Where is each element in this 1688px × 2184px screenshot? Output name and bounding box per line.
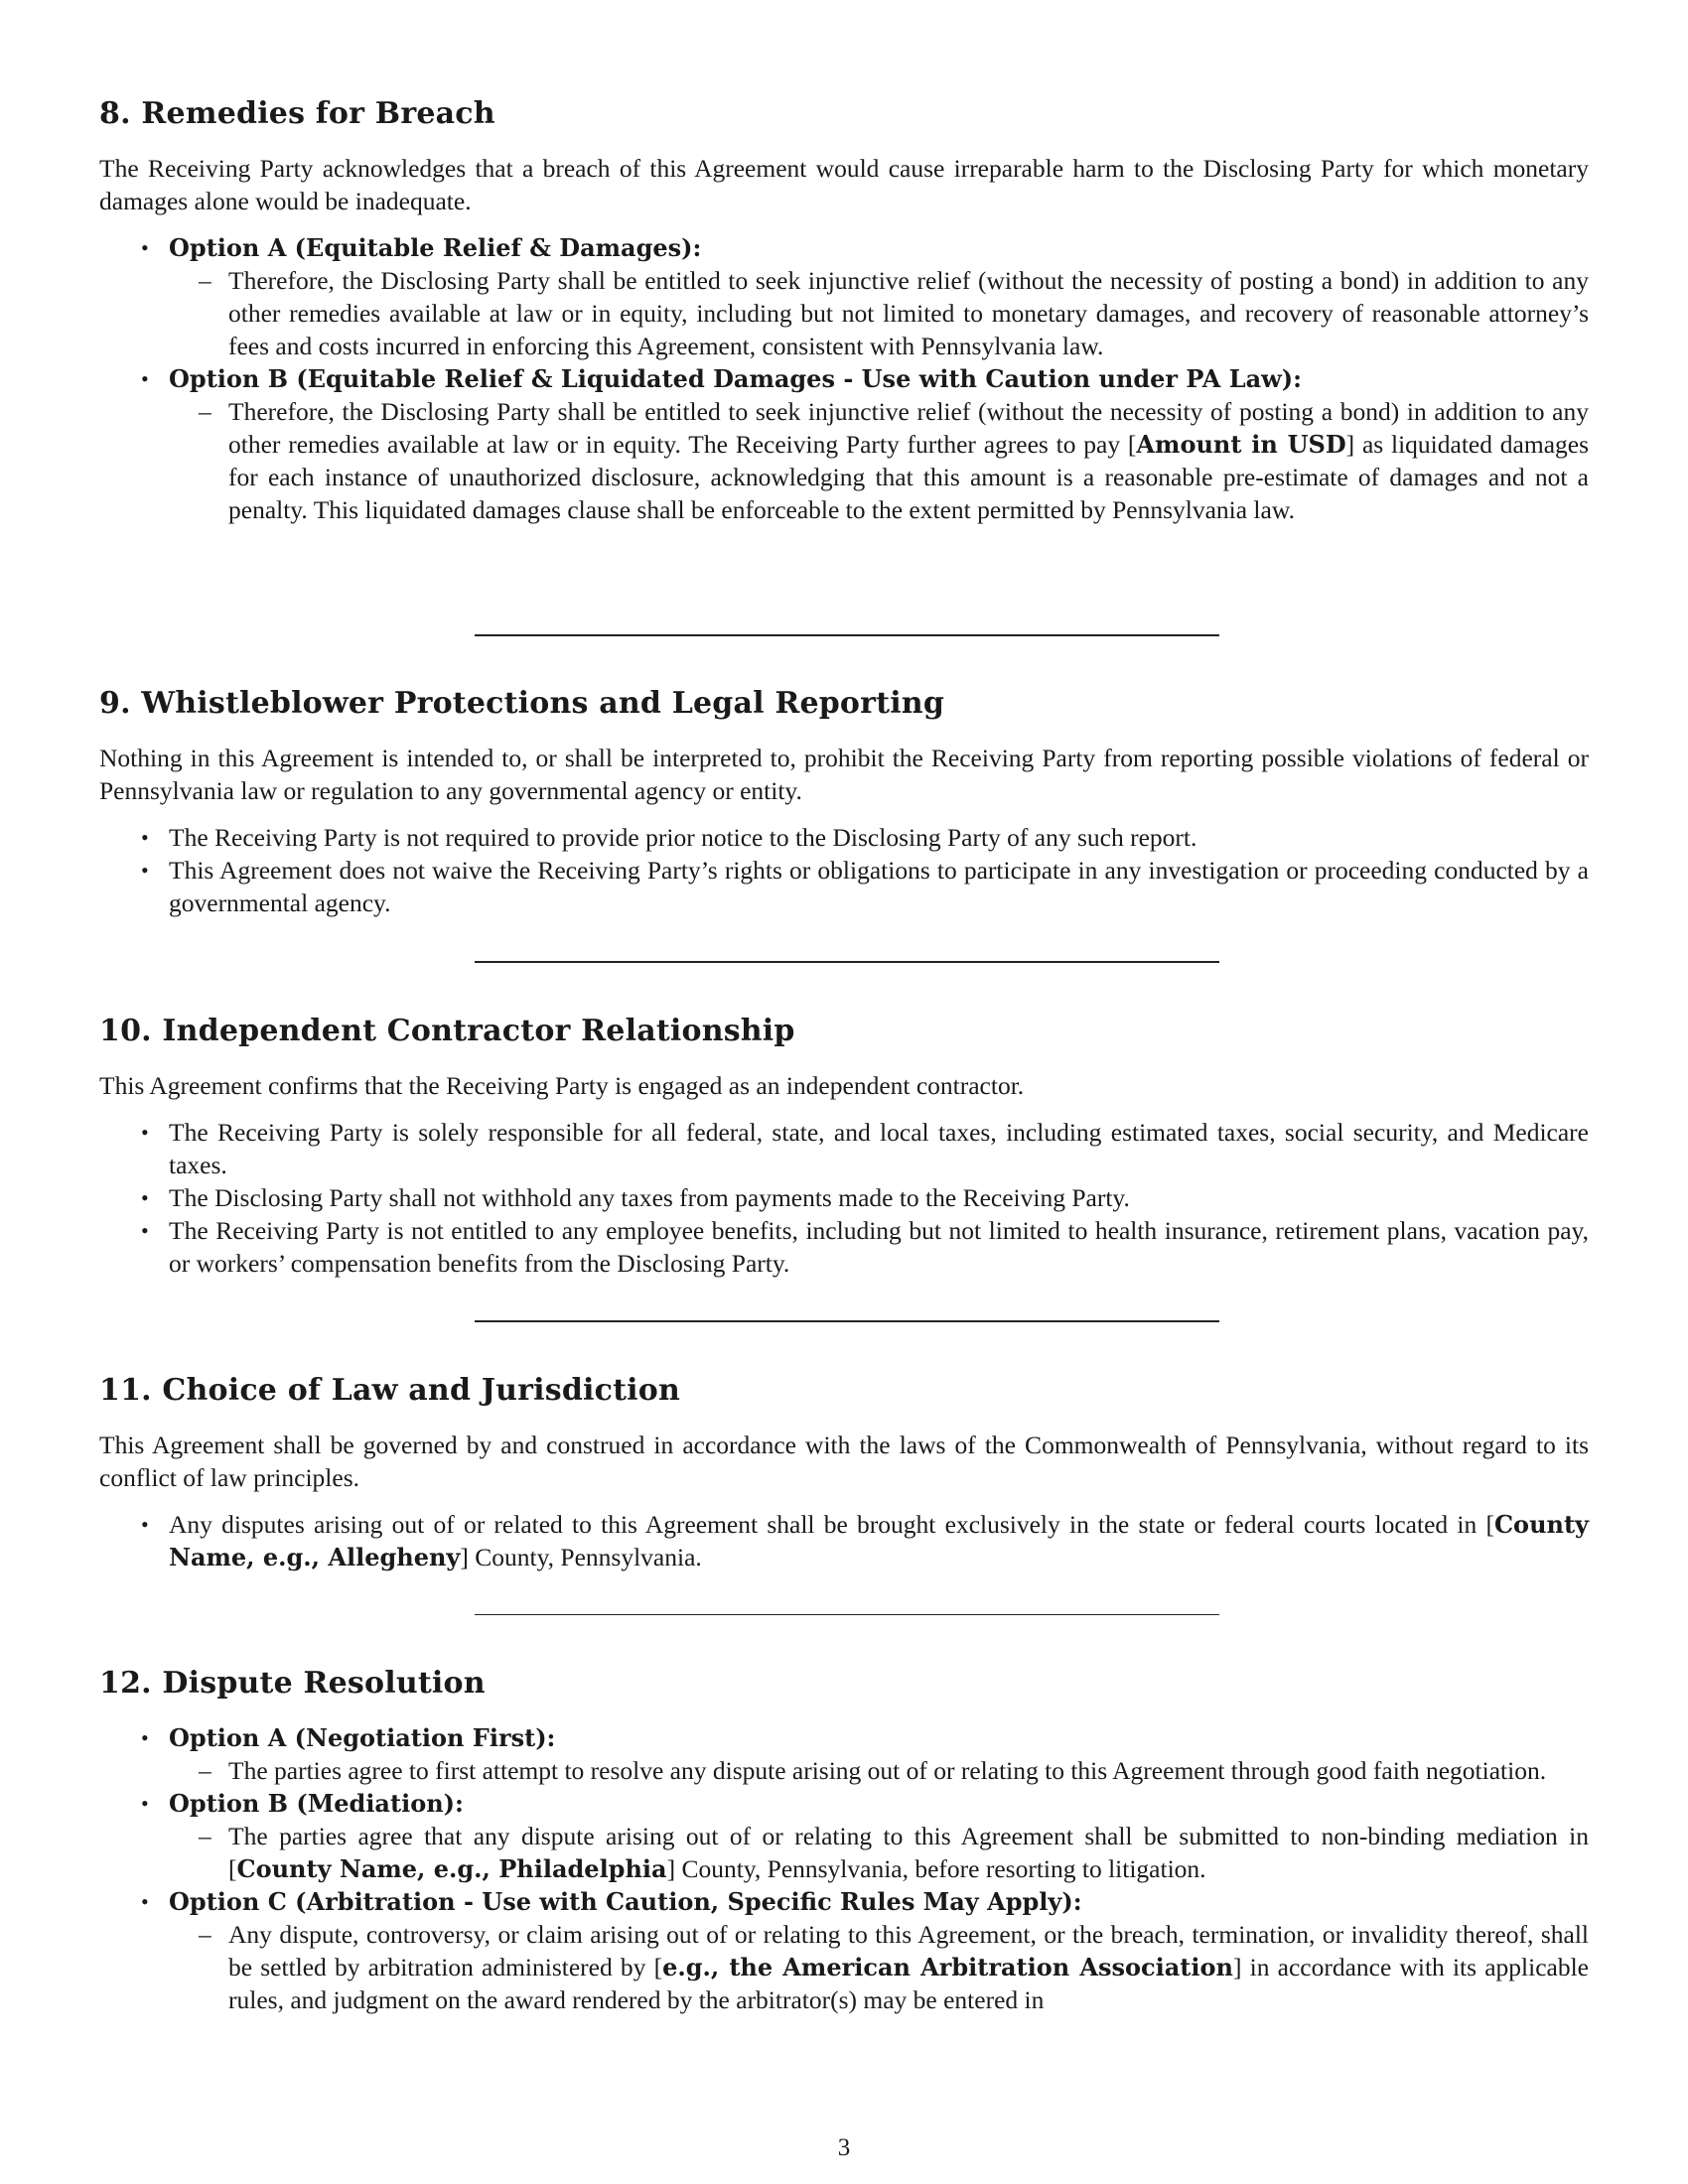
section-divider: [475, 961, 1219, 963]
list-item: [99, 1508, 1589, 1573]
sub-list: [169, 395, 1589, 526]
placeholder-field: County Name, e.g., Allegheny: [169, 1510, 1589, 1571]
sub-list-item: [169, 395, 1589, 526]
bullet-icon: •: [141, 1120, 149, 1145]
sub-list: [169, 264, 1589, 362]
list-item-text: This Agreement does not waive the Receiving Party’s rights or obligations to participate in any investigation or proceeding conducted by a governmental agency.: [169, 856, 1589, 917]
list-item: [99, 1214, 1589, 1280]
list-item: [99, 362, 1589, 526]
dash-icon: –: [199, 266, 211, 295]
page-number: 3: [837, 2134, 851, 2161]
list-item: [99, 231, 1589, 362]
list-item: [99, 1787, 1589, 1885]
option-label: Option B (Mediation):: [169, 1789, 464, 1818]
option-text-part: Any dispute, controversy, or claim arising out of or relating to this Agreement, or the breach, termination, or invalidity thereof, shall be settled by arbitration administered by [: [228, 1920, 1589, 1981]
option-text: The parties agree to first attempt to resolve any dispute arising out of or relating to this Agreement through good faith negotiation.: [228, 1756, 1547, 1785]
sub-list-item: [169, 1918, 1589, 2016]
bullet-icon: •: [141, 1512, 149, 1537]
list-item-text-part: ] County, Pennsylvania.: [460, 1543, 702, 1571]
options-list: [99, 1721, 1589, 2016]
list-item: [99, 1181, 1589, 1214]
bullet-list: [99, 1508, 1589, 1573]
option-label: Option A (Negotiation First):: [169, 1723, 556, 1752]
section-8: [99, 94, 1589, 526]
list-item: [99, 1116, 1589, 1181]
option-text-part: ] County, Pennsylvania, before resorting to litigation.: [666, 1854, 1206, 1883]
option-text-part: ] in accordance with its applicable rules, and judgment on the award rendered by the arbitrator(s) may be entered in: [228, 1953, 1590, 2014]
list-item-text: The Disclosing Party shall not withhold any taxes from payments made to the Receiving Party.: [169, 1183, 1130, 1212]
option-text: Therefore, the Disclosing Party shall be entitled to seek injunctive relief (without the necessity of posting a bond) in addition to any other remedies available at law or in equity, including but not limited to monetary damages, and recovery of reasonable attorney’s fees and costs incurred in enforcing this Agreement, consistent with Pennsylvania law.: [228, 266, 1589, 360]
list-item-text: The Receiving Party is not entitled to any employee benefits, including but not limited to health insurance, retirement plans, vacation pay, or workers’ compensation benefits from the Disclosing Party.: [169, 1216, 1589, 1278]
option-text-part: The parties agree that any dispute arising out of or relating to this Agreement shall be submitted to non-binding mediation in [: [228, 1822, 1589, 1883]
section-intro: The Receiving Party acknowledges that a breach of this Agreement would cause irreparable harm to the Disclosing Party for which monetary damages alone would be inadequate.: [99, 154, 1589, 215]
options-list: [99, 231, 1589, 526]
bullet-icon: •: [141, 366, 149, 391]
section-intro: This Agreement confirms that the Receiving Party is engaged as an independent contractor.: [99, 1071, 1025, 1100]
bullet-icon: •: [141, 858, 149, 883]
section-divider: [475, 1614, 1219, 1615]
placeholder-field: Amount in USD: [1136, 430, 1346, 459]
list-item: [99, 854, 1589, 919]
bullet-icon: •: [141, 825, 149, 850]
section-11: [99, 1371, 1589, 1573]
section-intro: Nothing in this Agreement is intended to, or shall be interpreted to, prohibit the Receiving Party from reporting possible violations of federal or Pennsylvania law or regulation to any governmental agency or entity.: [99, 744, 1589, 805]
bullet-icon: •: [141, 1725, 149, 1750]
section-9: [99, 684, 1589, 919]
bullet-icon: •: [141, 235, 149, 260]
section-heading: 12. Dispute Resolution: [99, 1666, 486, 1701]
section-heading: 10. Independent Contractor Relationship: [99, 1014, 795, 1048]
sub-list-item: [169, 264, 1589, 362]
sub-list-item: [169, 1754, 1589, 1787]
list-item: [99, 1885, 1589, 2016]
bullet-icon: •: [141, 1218, 149, 1243]
option-label: Option C (Arbitration - Use with Caution, Specific Rules May Apply):: [169, 1887, 1082, 1916]
sub-list: [169, 1754, 1589, 1787]
section-divider: [475, 634, 1219, 636]
bullet-list: [99, 1116, 1589, 1280]
bullet-icon: •: [141, 1185, 149, 1210]
sub-list: [169, 1918, 1589, 2016]
option-label: Option B (Equitable Relief & Liquidated Damages - Use with Caution under PA Law):: [169, 364, 1303, 393]
section-10: [99, 1012, 1589, 1280]
dash-icon: –: [199, 1756, 211, 1785]
section-12: [99, 1664, 1589, 2016]
list-item-text-part: Any disputes arising out of or related to this Agreement shall be brought exclusively in the state or federal courts located in [: [169, 1510, 1494, 1539]
list-item-text: The Receiving Party is solely responsible for all federal, state, and local taxes, including estimated taxes, social security, and Medicare taxes.: [169, 1118, 1589, 1179]
list-item: [99, 821, 1589, 854]
bullet-icon: •: [141, 1889, 149, 1914]
dash-icon: –: [199, 1822, 211, 1850]
section-heading: 8. Remedies for Breach: [99, 96, 495, 131]
placeholder-field: e.g., the American Arbitration Association: [662, 1953, 1233, 1981]
option-text-part: ] as liquidated damages for each instance of unauthorized disclosure, acknowledging that this amount is a reasonable pre-estimate of damages and not a penalty. This liquidated damages clause shall be enforceable to the extent permitted by Pennsylvania law.: [228, 430, 1590, 524]
section-heading: 9. Whistleblower Protections and Legal Reporting: [99, 686, 944, 721]
section-intro: This Agreement shall be governed by and construed in accordance with the laws of the Commonwealth of Pennsylvania, without regard to its conflict of law principles.: [99, 1431, 1589, 1492]
bullet-list: [99, 821, 1589, 919]
list-item-text: The Receiving Party is not required to provide prior notice to the Disclosing Party of any such report.: [169, 823, 1197, 852]
bullet-icon: •: [141, 1791, 149, 1816]
section-divider: [475, 1320, 1219, 1322]
sub-list-item: [169, 1820, 1589, 1885]
option-text-part: Therefore, the Disclosing Party shall be entitled to seek injunctive relief (without the necessity of posting a bond) in addition to any other remedies available at law or in equity. The Receiving Party further agrees to pay [: [228, 397, 1589, 459]
sub-list: [169, 1820, 1589, 1885]
placeholder-field: County Name, e.g., Philadelphia: [236, 1854, 667, 1883]
option-label: Option A (Equitable Relief & Damages):: [169, 233, 702, 262]
dash-icon: –: [199, 1920, 211, 1949]
section-heading: 11. Choice of Law and Jurisdiction: [99, 1373, 680, 1408]
dash-icon: –: [199, 397, 211, 426]
list-item: [99, 1721, 1589, 1787]
